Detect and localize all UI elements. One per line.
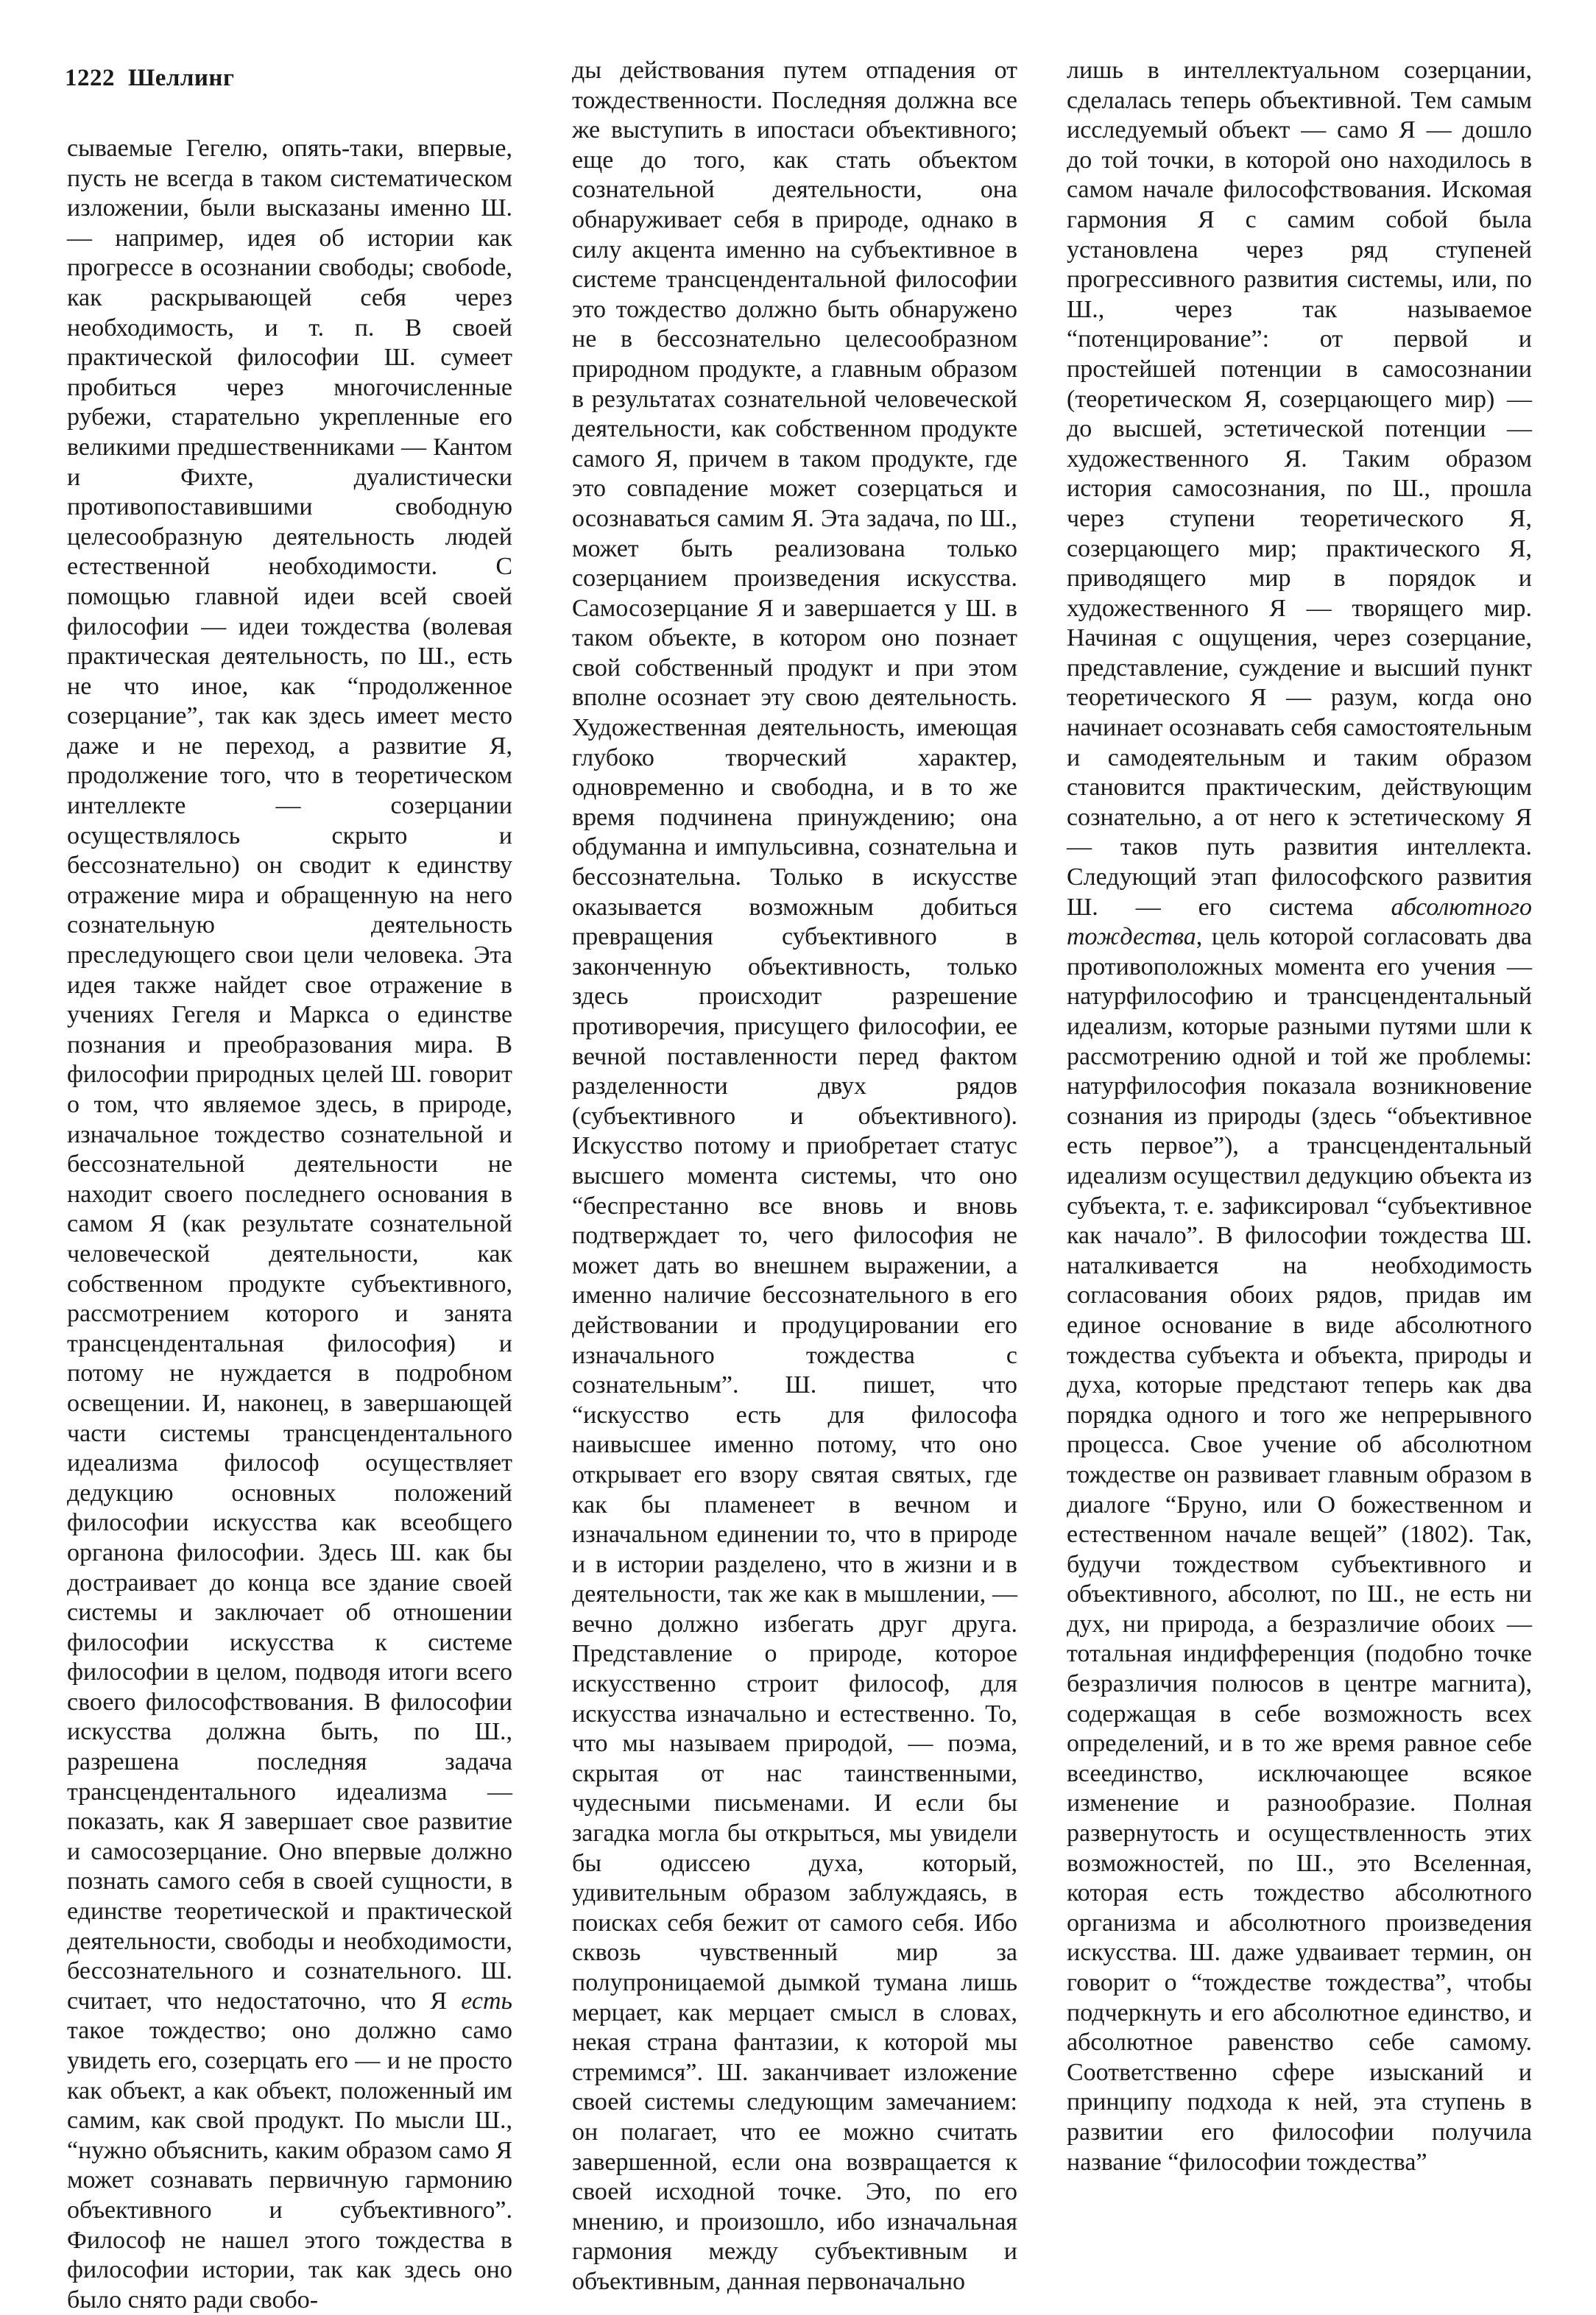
- running-header: [65, 63, 234, 93]
- text-column-3: [1067, 56, 1532, 2177]
- text-column-1: [67, 134, 512, 2315]
- italic-emphasis: абсолютного тождества: [1067, 893, 1532, 951]
- column-3-paragraph: [1067, 56, 1532, 2177]
- text-run: ды действования путем отпадения от тождественности. Последняя должна все же выступить в ипостаси объективного; еще до того, как стать объектом сознательной деятельности, она обнаруживает себя в природе, однако в силу акцента именно на субъективное в системе трансцендентальной философии это тождество должно быть обнаружено не в бессознательно целесообразном природном продукте, а главным образом в результатах сознательной человеческой деятельности, как собственном продукте самого Я, причем в таком продукте, где это совпадение может созерцаться и осознаваться самим Я. Эта задача, по Ш., может быть реализована только созерцанием произведения искусства. Самосозерцание Я и завершается у Ш. в таком объекте, в котором оно познает свой собственный продукт и при этом вполне осознает эту свою деятельность. Художественная деятельность, имеющая глубоко творческий характер, одновременно и свободна, и в то же время подчинена принуждению; она обдуманна и импульсивна, сознательна и бессознательна. Только в искусстве оказывается возможным добиться превращения субъективного в законченную объективность, только здесь происходит разрешение противоречия, присущего философии, ее вечной поставленности перед фактом разделенности двух рядов (субъективного и объективного). Искусство потому и приобретает статус высшего момента системы, что оно “беспрестанно все вновь и вновь подтверждает то, чего философия не может дать во внешнем выражении, а именно наличие бессознательного в его действовании и продуцировании его изначального тождества с сознательным”. Ш. пишет, что “искусство есть для философа наивысшее именно потому, что оно открывает его взору святая святых, где как бы пламенеет в вечном и изначальном единении то, что в природе и в истории разделено, что в жизни и в деятельности, так же как в мышлении, — вечно должно избегать друг друга. Представление о природе, которое искусственно строит философ, для искусства изначально и естественно. То, что мы называем природой, — поэма, скрытая от нас таинственными, чудесными письменами. И если бы загадка могла бы открыться, мы увидели бы одиссею духа, который, удивительным образом заблуждаясь, в поисках себя бежит от самого себя. Ибо сквозь чувственный мир за полупроницаемой дымкой тумана лишь мерцает, как мерцает смысл в словах, некая страна фантазии, к которой мы стремимся”. Ш. заканчивает изложение своей системы следующим замечанием: он полагает, что ее можно считать завершенной, если она возвращается к своей исходной точке. Это, по его мнению, и произошло, ибо изначальная гармония между субъективным и объективным, данная первоначально: [572, 57, 1017, 2295]
- page-number: 1222: [65, 65, 115, 91]
- italic-emphasis: есть: [461, 1987, 512, 2015]
- column-2-paragraph: [572, 56, 1017, 2297]
- text-run: лишь в интеллектуальном созерцании, сделалась теперь объективной. Тем самым исследуемый объект — само Я — дошло до той точки, в которой оно находилось в самом начале философствования. Искомая гармония Я с самим собой была установлена через ряд ступеней прогрессивного развития системы, или, по Ш., через так называемое “потенцирование”: от первой и простейшей потенции в самосознании (теоретическом Я, созерцающего мир) — до высшей, эстетической потенции — художественного Я. Таким образом история самосознания, по Ш., прошла через ступени теоретического Я, созерцающего мир; практического Я, приводящего мир в порядок и художественного Я — творящего мир. Начиная с ощущения, через созерцание, представление, суждение и высший пункт теоретического Я — разум, когда оно начинает осознавать себя самостоятельным и самодеятельным и таким образом становится практическим, действующим сознательно, а от него к эстетическому Я — таков путь развития интеллекта. Следующий этап философского развития Ш. — его система: [1067, 57, 1532, 921]
- text-run: такое тождество; оно должно само увидеть его, созерцать его — и не просто как объект, а как объект, положенный им самим, как свой продукт. По мысли Ш., “нужно объяснить, каким образом само Я может сознавать первичную гармонию объективного и субъективного”. Философ не нашел этого тождества в философии истории, так как здесь оно было снято ради свобо-: [67, 2017, 512, 2314]
- column-1-paragraph: [67, 134, 512, 2315]
- text-run: сываемые Гегелю, опять-таки, впервые, пусть не всегда в таком систематическом изложении, были высказаны именно Ш. — например, идея об истории как прогрессе в осознании свободы; свобode, как раскрывающей себя через необходимость, и т. п. В своей практической философии Ш. сумеет пробиться через многочисленные рубежи, старательно укрепленные его великими предшественниками — Кантом и Фихте, дуалистически противопоставившими свободную целесообразную деятельность людей естественной необходимости. С помощью главной идеи всей своей философии — идеи тождества (волевая практическая деятельность, по Ш., есть не что иное, как “продолженное созерцание”, так как здесь имеет место даже и не переход, а развитие Я, продолжение того, что в теоретическом интеллекте — созерцании осуществлялось скрыто и бессознательно) он сводит к единству отражение мира и обращенную на него сознательную деятельность преследующего свои цели человека. Эта идея также найдет свое отражение в учениях Гегеля и Маркса о единстве познания и преобразования мира. В философии природных целей Ш. говорит о том, что являемое здесь, в природе, изначальное тождество сознательной и бессознательной деятельности не находит своего последнего основания в самом Я (как результате сознательной человеческой деятельности, как собственном продукте субъективного, рассмотрением которого и занята трансцендентальная философия) и потому не нуждается в подробном освещении. И, наконец, в завершающей части системы трансцендентального идеализма философ осуществляет дедукцию основных положений философии искусства как всеобщего органона философии. Здесь Ш. как бы достраивает до конца все здание своей системы и заключает об отношении философии искусства к системе философии в целом, подводя итоги всего своего философствования. В философии искусства должна быть, по Ш., разрешена последняя задача трансцендентального идеализма — показать, как Я завершает свое развитие и самосозерцание. Оно впервые должно познать самого себя в своей сущности, в единстве теоретической и практической деятельности, свободы и необходимости, бессознательного и сознательного. Ш. считает, что недостаточно, что Я: [67, 135, 512, 2015]
- text-run: , цель которой согласовать два противоположных момента его учения — натурфилософию и трансцендентальный идеализм, которые разными путями шли к рассмотрению одной и той же проблемы: натурфилософия показала возникновение сознания из природы (здесь “объективное есть первое”), а трансцендентальный идеализм осуществил дедукцию объекта из субъекта, т. е. зафиксировал “субъективное как начало”. В философии тождества Ш. наталкивается на необходимость согласования обоих рядов, придав им единое основание в виде абсолютного тождества субъекта и объекта, природы и духа, которые предстают теперь как два порядка одного и того же непрерывного процесса. Свое учение об абсолютном тождестве он развивает главным образом в диалоге “Бруно, или О божественном и естественном начале вещей” (1802). Так, будучи тождеством субъективного и объективного, абсолют, по Ш., не есть ни дух, ни природа, а безразличие обоих — тотальная индифференция (подобно точке безразличия полюсов в центре магнита), содержащая в себе возможность всех определений, и в то же время равное себе всеединство, исключающее всякое изменение и разнообразие. Полная развернутость и осуществленность этих возможностей, по Ш., это Вселенная, которая есть тождество абсолютного организма и абсолютного произведения искусства. Ш. даже удваивает термин, он говорит о “тождестве тождества”, чтобы подчеркнуть и его абсолютное единство, и абсолютное равенство себе самому. Соответственно сфере изысканий и принципу подхода к ней, эта ступень в развитии его философии получила название “философии тождества”: [1067, 923, 1532, 2176]
- text-column-2: [572, 56, 1017, 2297]
- running-title: Шеллинг: [128, 65, 235, 91]
